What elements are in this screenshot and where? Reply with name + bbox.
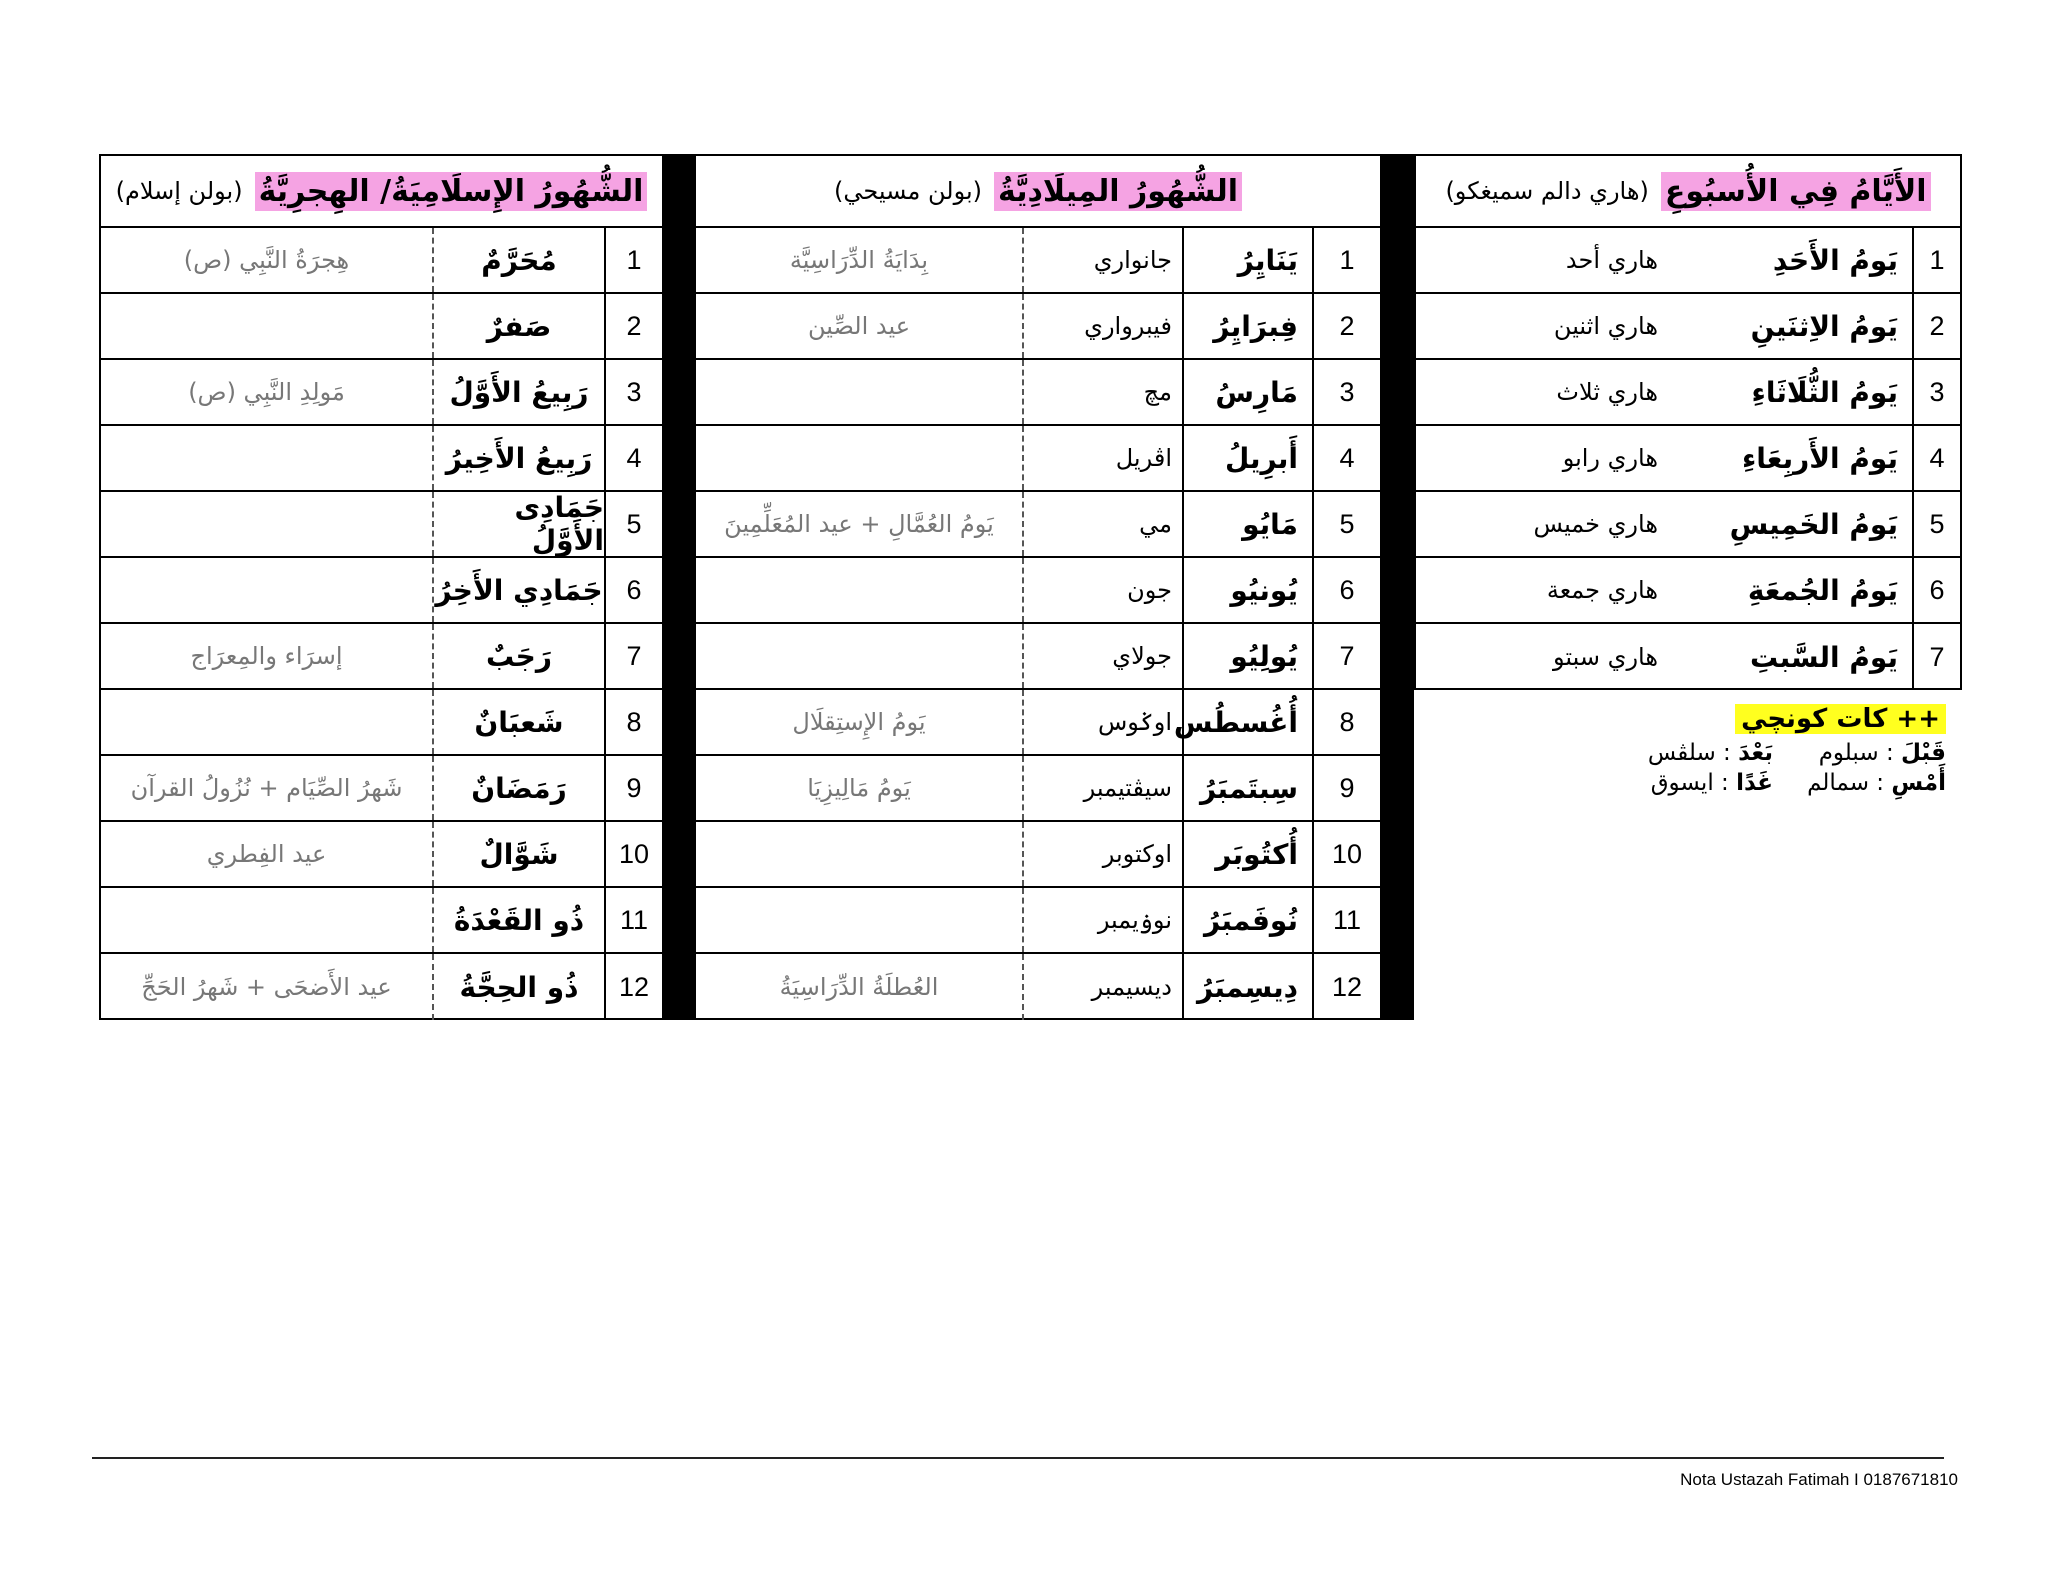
month-name-arabic: رَبِيعُ الأَوَّلُ [432, 360, 604, 424]
day-number: 7 [1912, 624, 1960, 690]
month-event-note: مَولِدِ النَّبِي (ص) [188, 378, 345, 406]
hijri-row [101, 426, 662, 492]
days-table [1414, 154, 1962, 690]
month-event-note: عيد الفِطري [206, 840, 327, 868]
month-name-arabic: سِبتَمبَرُ [1182, 756, 1312, 820]
month-event-note [101, 426, 432, 490]
day-name-malay: هاري رابو [1562, 444, 1658, 472]
day-name-arabic: يَومُ الأَربِعَاءِ [1741, 441, 1898, 475]
day-name-arabic: يَومُ الثُّلَاثَاءِ [1751, 375, 1898, 409]
month-name-malay: جولاي [1022, 624, 1182, 688]
day-name-malay: هاري ثلاث [1556, 378, 1658, 406]
days-header [1416, 156, 1960, 228]
month-name-arabic: شَعبَانٌ [432, 690, 604, 754]
day-name-malay: هاري خميس [1533, 510, 1658, 538]
month-name-arabic: يُولِيُو [1182, 624, 1312, 688]
gregorian-row [696, 888, 1380, 954]
month-name-arabic: رَجَبٌ [432, 624, 604, 688]
month-event-note: العُطلَةُ الدِّرَاسِيَةُ [779, 973, 939, 1001]
gregorian-row [696, 690, 1380, 756]
days-row [1416, 492, 1960, 558]
month-number: 2 [1312, 294, 1380, 358]
keyword-item: غَدًا : ايسوق [1650, 770, 1773, 796]
days-row [1416, 426, 1960, 492]
hijri-months-table [99, 154, 664, 1020]
hijri-row [101, 492, 662, 558]
month-event-note [101, 294, 432, 358]
gregorian-row [696, 228, 1380, 294]
hijri-row [101, 360, 662, 426]
month-event-note: إسرَاء والمِعرَاج [190, 642, 343, 670]
day-name-malay: هاري اثنين [1553, 312, 1658, 340]
month-number: 1 [604, 228, 662, 292]
month-number: 8 [1312, 690, 1380, 754]
month-name-malay: مي [1022, 492, 1182, 556]
month-name-malay: مچ [1022, 360, 1182, 424]
month-name-malay: اوکتوبر [1022, 822, 1182, 886]
gregorian-row [696, 954, 1380, 1020]
month-event-note: شَهرُ الصِّيَام + نُزُولُ القرآن [130, 774, 403, 802]
hijri-row [101, 690, 662, 756]
hijri-row [101, 822, 662, 888]
day-name-malay: هاري سبتو [1553, 643, 1658, 671]
hijri-row [101, 954, 662, 1020]
keywords-list [1600, 738, 1946, 798]
month-event-note [696, 822, 1022, 886]
month-event-note [101, 690, 432, 754]
month-event-note: يَومُ مَالِيزِيَا [807, 774, 911, 802]
keywords-box [1600, 704, 1946, 798]
day-number: 1 [1912, 228, 1960, 292]
days-row [1416, 558, 1960, 624]
hijri-row [101, 558, 662, 624]
hijri-row [101, 294, 662, 360]
month-name-malay: ديسيمبر [1022, 954, 1182, 1020]
month-event-note: عيد الصِّين [807, 312, 911, 340]
gregorian-row [696, 426, 1380, 492]
month-number: 4 [604, 426, 662, 490]
day-number: 2 [1912, 294, 1960, 358]
month-event-note: يَومُ العُمَّالِ + عيد المُعَلِّمِينَ [724, 510, 994, 538]
footer-credit: Nota Ustazah Fatimah I 0187671810 [1680, 1470, 1958, 1489]
hijri-row [101, 624, 662, 690]
gregorian-row [696, 756, 1380, 822]
month-name-arabic: أُكتُوبَر [1182, 822, 1312, 886]
hijri-row [101, 228, 662, 294]
month-number: 5 [1312, 492, 1380, 556]
gregorian-subtitle: (بولن مسيحي) [834, 177, 983, 205]
month-number: 11 [604, 888, 662, 952]
month-name-arabic: مَايُو [1182, 492, 1312, 556]
month-name-malay: اڤريل [1022, 426, 1182, 490]
keyword-item: أَمْسِ : سمالم [1807, 770, 1946, 796]
month-number: 7 [1312, 624, 1380, 688]
month-number: 10 [604, 822, 662, 886]
day-name-arabic: يَومُ الأَحَدِ [1772, 243, 1898, 277]
month-number: 6 [604, 558, 662, 622]
month-number: 3 [604, 360, 662, 424]
month-number: 10 [1312, 822, 1380, 886]
divider-bar-left [662, 154, 696, 1020]
month-number: 12 [1312, 954, 1380, 1020]
divider-bar-right [1380, 154, 1414, 1020]
day-number: 4 [1912, 426, 1960, 490]
month-name-malay: فيبرواري [1022, 294, 1182, 358]
month-event-note [101, 558, 432, 622]
days-subtitle: (هاري دالم سميغكو) [1445, 177, 1649, 205]
hijri-row [101, 888, 662, 954]
days-row [1416, 624, 1960, 690]
hijri-header [101, 156, 662, 228]
month-number: 5 [604, 492, 662, 556]
gregorian-header [696, 156, 1380, 228]
month-name-malay: سيڤتيمبر [1022, 756, 1182, 820]
month-event-note: عيد الأَضحَى + شَهرُ الحَجِّ [141, 973, 392, 1001]
hijri-subtitle: (بولن إسلام) [115, 177, 243, 205]
keyword-item: بَعْدَ : سلڤس [1647, 740, 1773, 766]
day-name-arabic: يَومُ الاِثنَينِ [1750, 309, 1898, 343]
month-number: 1 [1312, 228, 1380, 292]
hijri-row [101, 756, 662, 822]
month-event-note [696, 558, 1022, 622]
month-number: 9 [1312, 756, 1380, 820]
month-event-note [101, 888, 432, 952]
days-row [1416, 360, 1960, 426]
month-name-arabic: أُغُسطُس [1182, 690, 1312, 754]
day-number: 5 [1912, 492, 1960, 556]
footer-rule [92, 1457, 1944, 1459]
month-name-arabic: رَبِيعُ الأَخِيرُ [432, 426, 604, 490]
month-number: 6 [1312, 558, 1380, 622]
hijri-title: الشُّهُورُ الإِسلَامِيَةُ/ الهِجرِيَّةُ [255, 172, 648, 211]
gregorian-row [696, 294, 1380, 360]
days-row [1416, 294, 1960, 360]
month-name-arabic: ذُو الحِجَّةُ [432, 954, 604, 1020]
month-name-arabic: جَمَادِى الأَوَّلُ [432, 492, 604, 556]
month-event-note: بِدَايَةُ الدِّرَاسِيَّة [789, 246, 929, 274]
days-row [1416, 228, 1960, 294]
month-number: 12 [604, 954, 662, 1020]
month-name-arabic: يُونيُو [1182, 558, 1312, 622]
gregorian-row [696, 558, 1380, 624]
month-event-note: هِجرَةُ النَّبِي (ص) [183, 246, 350, 274]
month-name-arabic: جَمَادِي الأَخِرُ [432, 558, 604, 622]
month-name-arabic: صَفرٌ [432, 294, 604, 358]
gregorian-title: الشُّهُورُ المِيلَادِيَّةُ [994, 172, 1242, 211]
gregorian-row [696, 360, 1380, 426]
gregorian-row [696, 822, 1380, 888]
month-name-arabic: مَارِسُ [1182, 360, 1312, 424]
day-number: 6 [1912, 558, 1960, 622]
day-name-arabic: يَومُ السَّبتِ [1749, 640, 1898, 674]
month-number: 11 [1312, 888, 1380, 952]
month-number: 2 [604, 294, 662, 358]
keyword-item: قَبْلَ : سبلوم [1818, 740, 1946, 766]
month-name-arabic: شَوَّالٌ [432, 822, 604, 886]
day-name-malay: هاري أحد [1565, 246, 1658, 274]
month-event-note: يَومُ الإِستِقلَال [792, 708, 926, 736]
month-name-arabic: فِبرَايِرُ [1182, 294, 1312, 358]
month-name-arabic: يَنَايِرُ [1182, 228, 1312, 292]
month-name-malay: نوۏيمبر [1022, 888, 1182, 952]
month-name-arabic: ذُو القَعْدَةُ [432, 888, 604, 952]
month-name-arabic: دِيسِمبَرُ [1182, 954, 1312, 1020]
day-name-arabic: يَومُ الخَمِيسِ [1729, 507, 1898, 541]
month-number: 9 [604, 756, 662, 820]
gregorian-row [696, 492, 1380, 558]
month-name-arabic: مُحَرَّمٌ [432, 228, 604, 292]
month-number: 8 [604, 690, 662, 754]
keywords-title: ++ كات كونچي [1735, 704, 1946, 734]
gregorian-months-table [694, 154, 1382, 1020]
month-name-malay: جانواري [1022, 228, 1182, 292]
month-number: 7 [604, 624, 662, 688]
month-name-malay: اوݢوس [1022, 690, 1182, 754]
gregorian-row [696, 624, 1380, 690]
month-event-note [696, 426, 1022, 490]
month-name-arabic: نُوفَمبَرُ [1182, 888, 1312, 952]
days-title: الأَيَّامُ فِي الأُسبُوعِ [1661, 172, 1931, 211]
month-name-arabic: رَمَضَانٌ [432, 756, 604, 820]
month-event-note [696, 888, 1022, 952]
month-event-note [696, 360, 1022, 424]
month-name-arabic: أَبرِيلُ [1182, 426, 1312, 490]
day-name-malay: هاري جمعة [1546, 576, 1658, 604]
day-number: 3 [1912, 360, 1960, 424]
month-event-note [101, 492, 432, 556]
month-name-malay: جون [1022, 558, 1182, 622]
day-name-arabic: يَومُ الجُمعَةِ [1747, 573, 1898, 607]
month-number: 4 [1312, 426, 1380, 490]
month-number: 3 [1312, 360, 1380, 424]
month-event-note [696, 624, 1022, 688]
